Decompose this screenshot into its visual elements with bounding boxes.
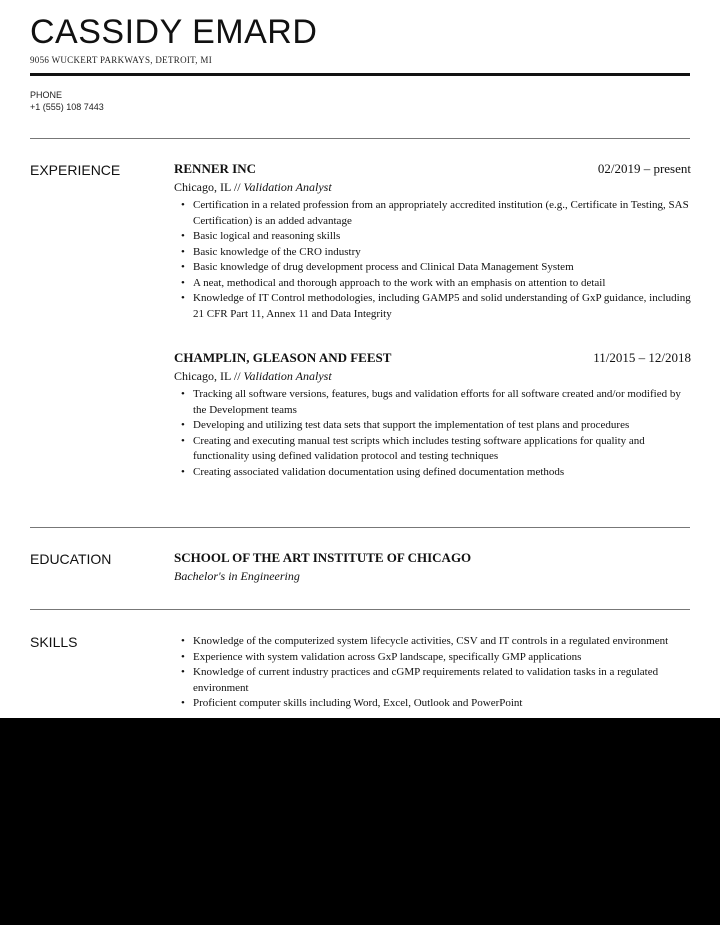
skills-entry: [174, 632, 691, 712]
list-item: • Tracking all software versions, features, bugs and validation efforts for all software created and/or modified by the Development teams: [174, 387, 691, 418]
job-entry: [174, 161, 691, 322]
list-item: • Creating and executing manual test scripts which includes testing software applications for quality and functionality using defined validation protocol and testing techniques: [174, 434, 691, 465]
job-location: [174, 369, 691, 385]
location-text: Chicago, IL //: [174, 369, 241, 383]
list-item: • Basic knowledge of the CRO industry: [174, 245, 691, 261]
job-title: Validation Analyst: [243, 369, 332, 383]
list-item: • Experience with system validation across GxP landscape, specifically GMP applications: [174, 650, 691, 666]
header-divider: [30, 73, 690, 76]
company-name: CHAMPLIN, GLEASON AND FEEST: [174, 350, 392, 365]
list-item: • Basic knowledge of drug development process and Clinical Data Management System: [174, 260, 691, 276]
list-item: • Certification in a related profession from an appropriately accredited institution (e.g., Certificate in Testing, SAS Certification) is an added advantage: [174, 198, 691, 229]
section-divider: [30, 527, 690, 528]
education-entry: [174, 550, 691, 584]
phone-label: PHONE: [30, 90, 63, 100]
list-item: • Knowledge of current industry practices and cGMP requirements related to validation tasks in a regulated environment: [174, 665, 691, 696]
redaction-block: [0, 718, 720, 925]
skills-bullets: [174, 634, 691, 712]
skills-heading: SKILLS: [30, 634, 78, 650]
address: 9056 WUCKERT PARKWAYS, DETROIT, MI: [30, 55, 213, 65]
job-location: [174, 180, 691, 196]
job-dates: 02/2019 – present: [597, 161, 691, 176]
job-bullets: [174, 387, 691, 480]
list-item: • Knowledge of the computerized system lifecycle activities, CSV and IT controls in a regulated environment: [174, 634, 691, 650]
company-name: RENNER INC: [174, 161, 256, 176]
degree: Bachelor's in Engineering: [174, 569, 300, 583]
list-item: • Knowledge of IT Control methodologies, including GAMP5 and solid understanding of GxP guidance, including 21 CFR Part 11, Annex 11 and Data Integrity: [174, 291, 691, 322]
job-title: Validation Analyst: [243, 180, 332, 194]
job-entry: [174, 350, 691, 480]
job-dates: 11/2015 – 12/2018: [593, 350, 691, 365]
section-divider: [30, 609, 690, 610]
education-heading: EDUCATION: [30, 551, 112, 567]
list-item: • Creating associated validation documentation using defined documentation methods: [174, 465, 691, 481]
school-name: SCHOOL OF THE ART INSTITUTE OF CHICAGO: [174, 550, 472, 565]
candidate-name: CASSIDY EMARD: [30, 13, 318, 51]
section-divider: [30, 138, 690, 139]
list-item: • Developing and utilizing test data sets that support the implementation of test plans and procedures: [174, 418, 691, 434]
list-item: • Proficient computer skills including Word, Excel, Outlook and PowerPoint: [174, 696, 691, 712]
job-bullets: [174, 198, 691, 322]
list-item: • A neat, methodical and thorough approach to the work with an emphasis on attention to detail: [174, 276, 691, 292]
phone-number: +1 (555) 108 7443: [30, 102, 104, 112]
list-item: • Basic logical and reasoning skills: [174, 229, 691, 245]
experience-heading: EXPERIENCE: [30, 162, 121, 178]
location-text: Chicago, IL //: [174, 180, 241, 194]
